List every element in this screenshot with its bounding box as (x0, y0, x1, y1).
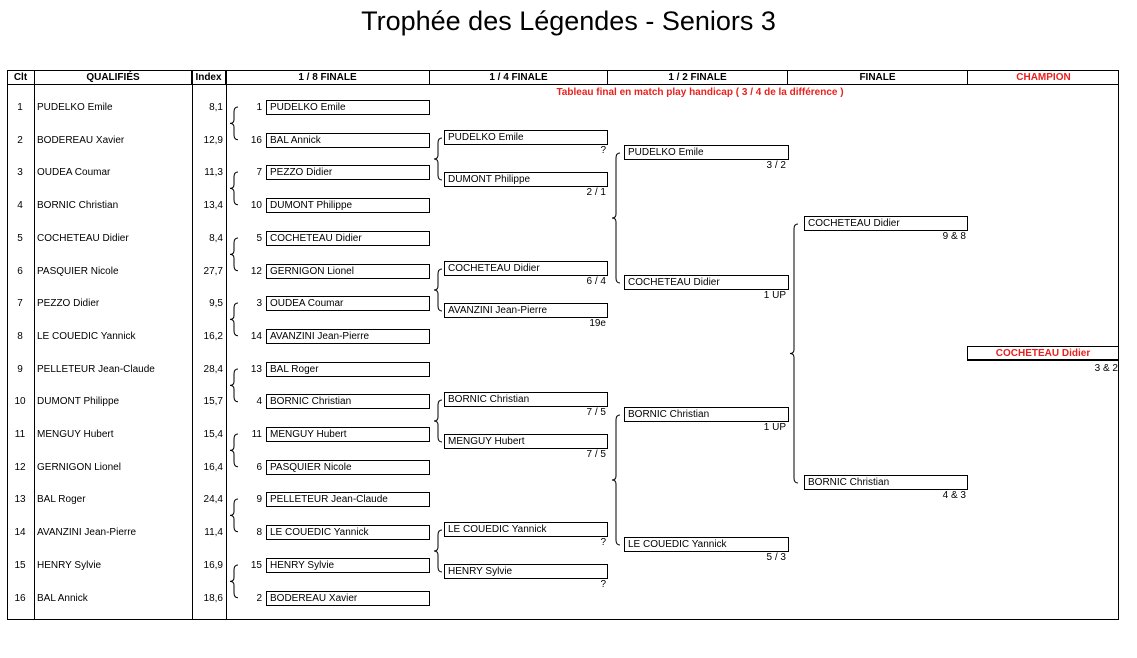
qualifier-index: 8,1 (209, 102, 223, 113)
qualifier-name: PASQUIER Nicole (37, 265, 119, 277)
qualifier-index: 24,4 (203, 494, 223, 506)
qualifier-name: AVANZINI Jean-Pierre (37, 527, 137, 539)
bracket-connector (789, 223, 799, 484)
r16-seed: 11 (251, 429, 262, 440)
qf-score: 7 / 5 (586, 448, 606, 460)
bracket-connector (229, 564, 239, 599)
qualifier-name: COCHETEAU Didier (37, 232, 129, 244)
qualifier-index: 15,7 (203, 396, 223, 408)
qualifier-index: 28,4 (203, 363, 223, 375)
header-index: Index (192, 71, 226, 84)
header-qualified: QUALIFIÉS (35, 71, 192, 84)
qf-score: ? (600, 145, 606, 157)
final-score: 9 & 8 (942, 231, 966, 242)
sf-player-box: PUDELKO Emile (624, 145, 789, 160)
r16-seed: 8 (256, 527, 262, 539)
qualifier-index: 16,4 (203, 461, 223, 473)
qualifier-name: PELLETEUR Jean-Claude (37, 363, 155, 375)
qualifier-rank: 1 (17, 102, 23, 113)
qualifier-rank: 2 (17, 134, 23, 146)
r16-seed: 10 (250, 200, 262, 212)
qf-player-box: DUMONT Philippe (444, 172, 608, 187)
qualifier-rank: 10 (14, 396, 26, 408)
qf-player-box: LE COUEDIC Yannick (444, 522, 608, 537)
bracket-connector (433, 399, 443, 443)
qualifier-index: 16,2 (203, 330, 223, 342)
qualifier-rank: 13 (14, 494, 26, 506)
r16-player-box: GERNIGON Lionel (266, 264, 430, 279)
qualifier-rank: 11 (14, 429, 26, 440)
bracket-connector (229, 171, 239, 206)
r16-seed: 15 (250, 559, 262, 571)
qualifier-name: OUDEA Coumar (37, 167, 111, 179)
r16-player-box: PUDELKO Emile (266, 100, 430, 115)
qualifier-name: HENRY Sylvie (37, 559, 102, 571)
sf-score: 1 UP (763, 290, 786, 302)
header-semi-finals: 1 / 2 FINALE (608, 71, 788, 84)
bracket-connector (229, 302, 239, 337)
qf-score: 6 / 4 (586, 275, 606, 287)
sf-score: 3 / 2 (766, 160, 786, 172)
header-champion: CHAMPION (1016, 72, 1071, 83)
qualifier-index: 9,5 (209, 298, 223, 310)
qualifier-name: BORNIC Christian (37, 200, 119, 212)
qualifier-rank: 5 (17, 232, 23, 244)
r16-player-box: LE COUEDIC Yannick (266, 525, 430, 540)
bracket-connector (611, 152, 621, 284)
r16-player-box: OUDEA Coumar (266, 296, 430, 311)
bracket-connector (229, 433, 239, 468)
sf-player-box: LE COUEDIC Yannick (624, 537, 789, 552)
r16-seed: 14 (250, 330, 262, 342)
qualifier-name: DUMONT Philippe (37, 396, 120, 408)
r16-player-box: DUMONT Philippe (266, 198, 430, 213)
bracket-connector (611, 414, 621, 546)
qf-score: 19e (589, 317, 606, 329)
r16-player-box: COCHETEAU Didier (266, 231, 430, 246)
r16-player-box: BAL Annick (266, 133, 430, 148)
qf-player-box: PUDELKO Emile (444, 130, 608, 145)
r16-seed: 3 (256, 298, 262, 310)
r16-player-box: BODEREAU Xavier (266, 591, 430, 606)
qualifier-name: GERNIGON Lionel (37, 461, 121, 473)
r16-seed: 1 (256, 102, 262, 113)
qualifier-index: 18,6 (203, 592, 223, 604)
r16-player-box: BAL Roger (266, 362, 430, 377)
qf-score: ? (600, 537, 606, 549)
qualifier-rank: 9 (17, 363, 23, 375)
sf-player-box: COCHETEAU Didier (624, 275, 789, 290)
r16-player-box: AVANZINI Jean-Pierre (266, 329, 430, 344)
r16-player-box: PEZZO Didier (266, 165, 430, 180)
qualifier-index: 11,3 (204, 167, 223, 179)
r16-seed: 4 (256, 396, 262, 408)
qualifier-rank: 7 (17, 298, 23, 310)
r16-seed: 12 (250, 265, 262, 277)
r16-seed: 16 (250, 134, 262, 146)
bracket-connector (433, 137, 443, 181)
header-round-of-16: 1 / 8 FINALE (226, 71, 430, 84)
qf-score: ? (600, 579, 606, 591)
r16-seed: 9 (256, 494, 262, 506)
sf-score: 1 UP (763, 422, 786, 434)
r16-seed: 6 (256, 461, 262, 473)
qualifier-name: PEZZO Didier (37, 298, 100, 310)
champion-score: 3 & 2 (1094, 363, 1118, 374)
bracket-connector (433, 268, 443, 312)
qualifier-rank: 12 (14, 461, 26, 473)
r16-player-box: PASQUIER Nicole (266, 460, 430, 475)
qf-player-box: AVANZINI Jean-Pierre (444, 303, 608, 318)
qf-score: 7 / 5 (586, 406, 606, 418)
qualifier-rank: 4 (17, 200, 23, 212)
bracket-connector (229, 368, 239, 403)
column-divider (34, 70, 35, 620)
sf-player-box: BORNIC Christian (624, 407, 789, 422)
header-clt: Clt (7, 71, 35, 84)
final-player-box: COCHETEAU Didier (804, 216, 968, 231)
header-divider (7, 84, 1119, 85)
bracket-connector (433, 529, 443, 573)
qualifier-index: 16,9 (203, 559, 223, 571)
qualifier-rank: 8 (17, 330, 23, 342)
qualifier-rank: 14 (14, 527, 26, 539)
r16-seed: 13 (250, 363, 262, 375)
qualifier-name: PUDELKO Emile (37, 102, 113, 113)
qualifier-name: MENGUY Hubert (37, 429, 114, 440)
header-final: FINALE (788, 71, 968, 84)
format-note: Tableau final en match play handicap ( 3 / 4 de la différence ) (556, 87, 844, 98)
r16-player-box: PELLETEUR Jean-Claude (266, 492, 430, 507)
header-quarter-finals: 1 / 4 FINALE (430, 71, 608, 84)
column-divider (226, 70, 227, 620)
sf-score: 5 / 3 (766, 552, 786, 564)
qualifier-rank: 6 (17, 265, 23, 277)
qualifier-rank: 16 (14, 592, 26, 604)
qualifier-rank: 3 (17, 167, 23, 179)
bracket-connector (229, 237, 239, 272)
champion-box: COCHETEAU Didier (967, 346, 1119, 361)
qualifier-name: BAL Roger (37, 494, 86, 506)
qualifier-rank: 15 (14, 559, 26, 571)
bracket-connector (229, 498, 239, 533)
qf-score: 2 / 1 (586, 187, 606, 199)
r16-seed: 7 (256, 167, 262, 179)
bracket-connector (229, 106, 239, 141)
qualifier-index: 12,9 (203, 134, 223, 146)
qualifier-index: 15,4 (203, 429, 223, 440)
final-score: 4 & 3 (942, 490, 966, 501)
qualifier-index: 11,4 (204, 527, 223, 539)
page-title: Trophée des Légendes - Seniors 3 (361, 6, 776, 36)
qualifier-index: 8,4 (209, 232, 223, 244)
qf-player-box: MENGUY Hubert (444, 434, 608, 449)
r16-seed: 5 (256, 232, 262, 244)
r16-player-box: HENRY Sylvie (266, 558, 430, 573)
qualifier-name: BODEREAU Xavier (37, 134, 125, 146)
qualifier-index: 13,4 (203, 200, 223, 212)
qf-player-box: COCHETEAU Didier (444, 261, 608, 276)
r16-player-box: BORNIC Christian (266, 394, 430, 409)
qf-player-box: HENRY Sylvie (444, 564, 608, 579)
qf-player-box: BORNIC Christian (444, 392, 608, 407)
qualifier-index: 27,7 (203, 265, 223, 277)
r16-player-box: MENGUY Hubert (266, 427, 430, 442)
qualifier-name: LE COUEDIC Yannick (37, 330, 136, 342)
qualifier-name: BAL Annick (37, 592, 88, 604)
final-player-box: BORNIC Christian (804, 475, 968, 490)
r16-seed: 2 (256, 592, 262, 604)
